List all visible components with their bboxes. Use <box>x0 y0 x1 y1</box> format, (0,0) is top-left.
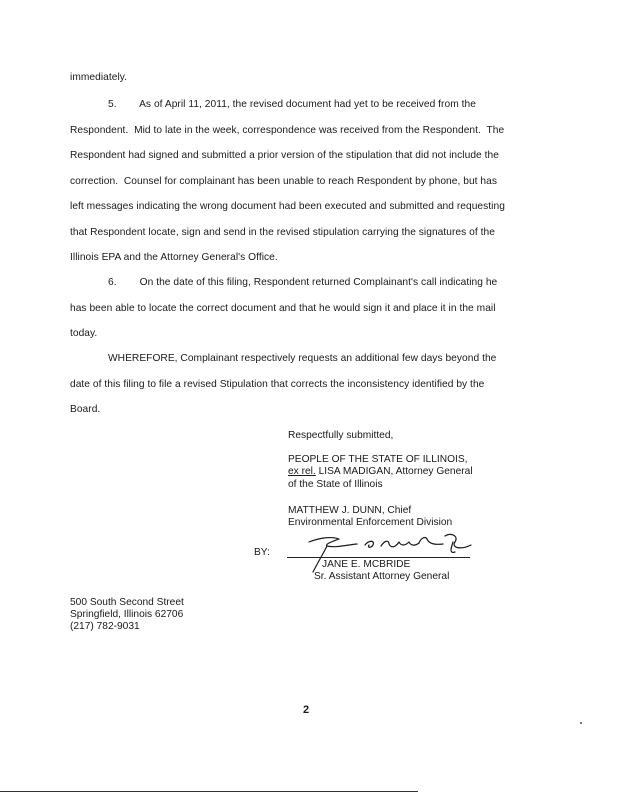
wherefore-line-1: WHEREFORE, Complainant respectively requests an additional few days beyond the <box>108 353 497 364</box>
paragraph-6-line-1: 6. On the date of this filing, Respondent returned Complainant's call indicating he <box>108 277 498 288</box>
address-street: 500 South Second Street <box>70 597 184 608</box>
paragraph-5-line-3: Respondent had signed and submitted a prior version of the stipulation that did not include the <box>70 150 499 161</box>
page-number: 2 <box>303 704 310 716</box>
paragraph-5-line-7: Illinois EPA and the Attorney General's Office. <box>70 252 278 263</box>
address-city: Springfield, Illinois 62706 <box>70 609 184 620</box>
party-line-2 <box>288 466 473 477</box>
party-line-3: of the State of Illinois <box>288 479 383 490</box>
party-line-1: PEOPLE OF THE STATE OF ILLINOIS, <box>288 454 468 465</box>
ex-rel-text: ex rel. <box>288 466 316 477</box>
party-line-2-rest: LISA MADIGAN, Attorney General <box>315 466 473 477</box>
by-label: BY: <box>254 547 270 558</box>
paragraph-5-line-5: left messages indicating the wrong document had been executed and submitted and requesting <box>70 201 505 212</box>
wherefore-line-2: date of this filing to file a revised Stipulation that corrects the inconsistency identified by the <box>70 379 485 390</box>
scan-speck <box>580 722 582 724</box>
paragraph-5-line-2: Respondent. Mid to late in the week, correspondence was received from the Respondent. The <box>70 125 505 136</box>
paragraph-5-line-1: 5. As of April 11, 2011, the revised document had yet to be received from the <box>108 99 476 110</box>
wherefore-line-3: Board. <box>70 404 101 415</box>
division-line-2: Environmental Enforcement Division <box>288 517 453 528</box>
closing-text: Respectfully submitted, <box>288 430 394 441</box>
paragraph-5-line-6: that Respondent locate, sign and send in the revised stipulation carrying the signatures of the <box>70 227 495 238</box>
division-line-1: MATTHEW J. DUNN, Chief <box>288 505 412 516</box>
signer-name: JANE E. MCBRIDE <box>322 559 411 570</box>
signer-title: Sr. Assistant Attorney General <box>314 571 450 582</box>
bottom-rule <box>0 791 418 792</box>
signature-line <box>287 557 470 558</box>
paragraph-5-line-4: correction. Counsel for complainant has been unable to reach Respondent by phone, but has <box>70 176 497 187</box>
paragraph-6-line-2: has been able to locate the correct document and that he would sign it and place it in the mail <box>70 303 496 314</box>
address-phone: (217) 782-9031 <box>70 621 140 632</box>
paragraph-6-line-3: today. <box>70 328 98 339</box>
paragraph-continuation: immediately. <box>70 72 128 83</box>
